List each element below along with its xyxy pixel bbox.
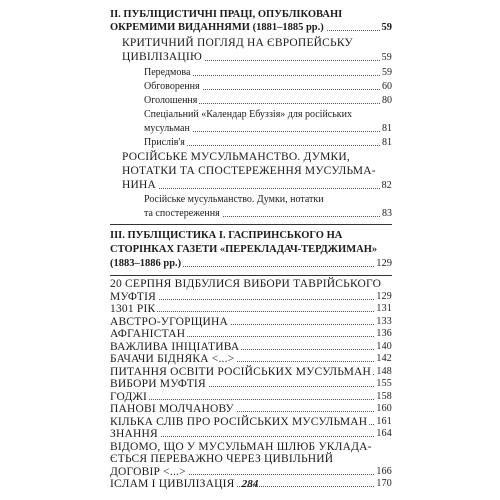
toc-entry-1301: 1301 РІК 131: [110, 303, 392, 315]
section-divider: [110, 224, 392, 225]
section-2-page: 59: [381, 22, 392, 33]
toc-entry-elections: МУФТІЯ 129: [110, 290, 392, 303]
toc-entry-few-words: КІЛЬКА СЛІВ ПРО РОСІЙСЬКИХ МУСУЛЬМАН 161: [110, 415, 392, 428]
toc-entry-marriage: ДОГОВІР <...> 166: [110, 465, 392, 478]
page-number: 284: [241, 478, 259, 490]
section-3-title-line-2: СТОРІНКАХ ГАЗЕТИ «ПЕРЕКЛАДАЧ-ТЕРДЖИМАН»: [110, 244, 378, 255]
section-2-years: (1881–1885 рр.): [252, 22, 324, 33]
toc-entry-knowledge: ЗНАННЯ 164: [110, 428, 392, 440]
section-2-title-line-2: ОКРЕМИМИ ВИДАННЯМИ (1881–1885 рр.) 59: [110, 22, 392, 33]
toc-entry-proverbs: Прислів'я 81: [144, 137, 392, 148]
toc-entry-afghanistan: АФГАНІСТАН 136: [110, 328, 392, 340]
toc-entry-russian-islam-line-1: РОСІЙСЬКЕ МУСУЛЬМАНСТВО. ДУМКИ,: [122, 151, 350, 163]
toc-entry-molchanov: ПАНОВІ МОЛЧАНОВУ 160: [110, 403, 392, 415]
section-3-years: (1883–1886 рр.): [110, 258, 182, 269]
toc-entry-austria-hungary: АВСТРО-УГОРЩИНА 133: [110, 315, 392, 328]
toc-entry-russian-islam: НИНА 82: [122, 179, 392, 191]
toc-entry-russian-islam-line-2: НОТАТКИ ТА СПОСТЕРЕЖЕННЯ МУСУЛЬМА-: [122, 165, 376, 177]
toc-entry-education: ПИТАННЯ ОСВІТИ РОСІЙСЬКИХ МУСУЛЬМАН 148: [110, 365, 392, 378]
toc-entry-poor-man: БАЧАЧИ БІДНЯКА <...> 142: [110, 353, 392, 365]
toc-entry-islam-civilization: ІСЛАМ І ЦИВІЛІЗАЦІЯ 170: [110, 478, 392, 490]
section-3-page: 129: [376, 258, 392, 269]
toc-entry-calendar: мусульман 81: [144, 123, 392, 134]
toc-entry-initiative: ВАЖЛИВА ІНІЦІАТИВА 140: [110, 340, 392, 353]
section-3-title-line-1: III. ПУБЛІЦИСТИКА І. ГАСПРИНСЬКОГО НА: [110, 230, 343, 241]
toc-entry-foreword: Передмова 59: [144, 67, 392, 78]
toc-entry-discussion: Обговорення 60: [144, 81, 392, 92]
toc-entry-elections-line-1: 20 СЕРПНЯ ВІДБУЛИСЯ ВИБОРИ ТАВРІЙСЬКОГО: [110, 278, 382, 290]
toc-entry-godzhi: ГОДЖІ 158: [110, 390, 392, 403]
section-divider-2: [110, 275, 392, 276]
toc-entry-marriage-line-1b: ВІДОМО, ЩО У МУСУЛЬМАН ШЛЮБ УКЛАДА-: [110, 440, 372, 453]
toc-entry-russian-islam-sub: та спостереження 83: [144, 208, 392, 219]
section-2-title-line-1: II. ПУБЛІЦИСТИЧНІ ПРАЦІ, ОПУБЛІКОВАНІ: [110, 9, 343, 20]
toc-entry-marriage-line-2b: ЄТЬСЯ ПЕРЕВАЖНО ЧЕРЕЗ ЦИВІЛЬНИЙ: [110, 453, 334, 465]
toc-entry-critique-line-1: КРИТИЧНИЙ ПОГЛЯД НА ЄВРОПЕЙСЬКУ: [122, 37, 353, 49]
section-3-years-row: [110, 257, 392, 270]
toc-entry-mufti-elections: ВИБОРИ МУФТІЯ 155: [110, 378, 392, 390]
toc-entry-calendar-line-1: Спеціальний «Календар Ебуззія» для російських: [144, 109, 353, 120]
toc-entry-announcements: Оголошення 80: [144, 95, 392, 106]
toc-entry-critique: ЦИВІЛІЗАЦІЮ 59: [122, 51, 392, 63]
toc-entry-russian-islam-sub-line-1: Російське мусульманство. Думки, нотатки: [144, 194, 324, 205]
